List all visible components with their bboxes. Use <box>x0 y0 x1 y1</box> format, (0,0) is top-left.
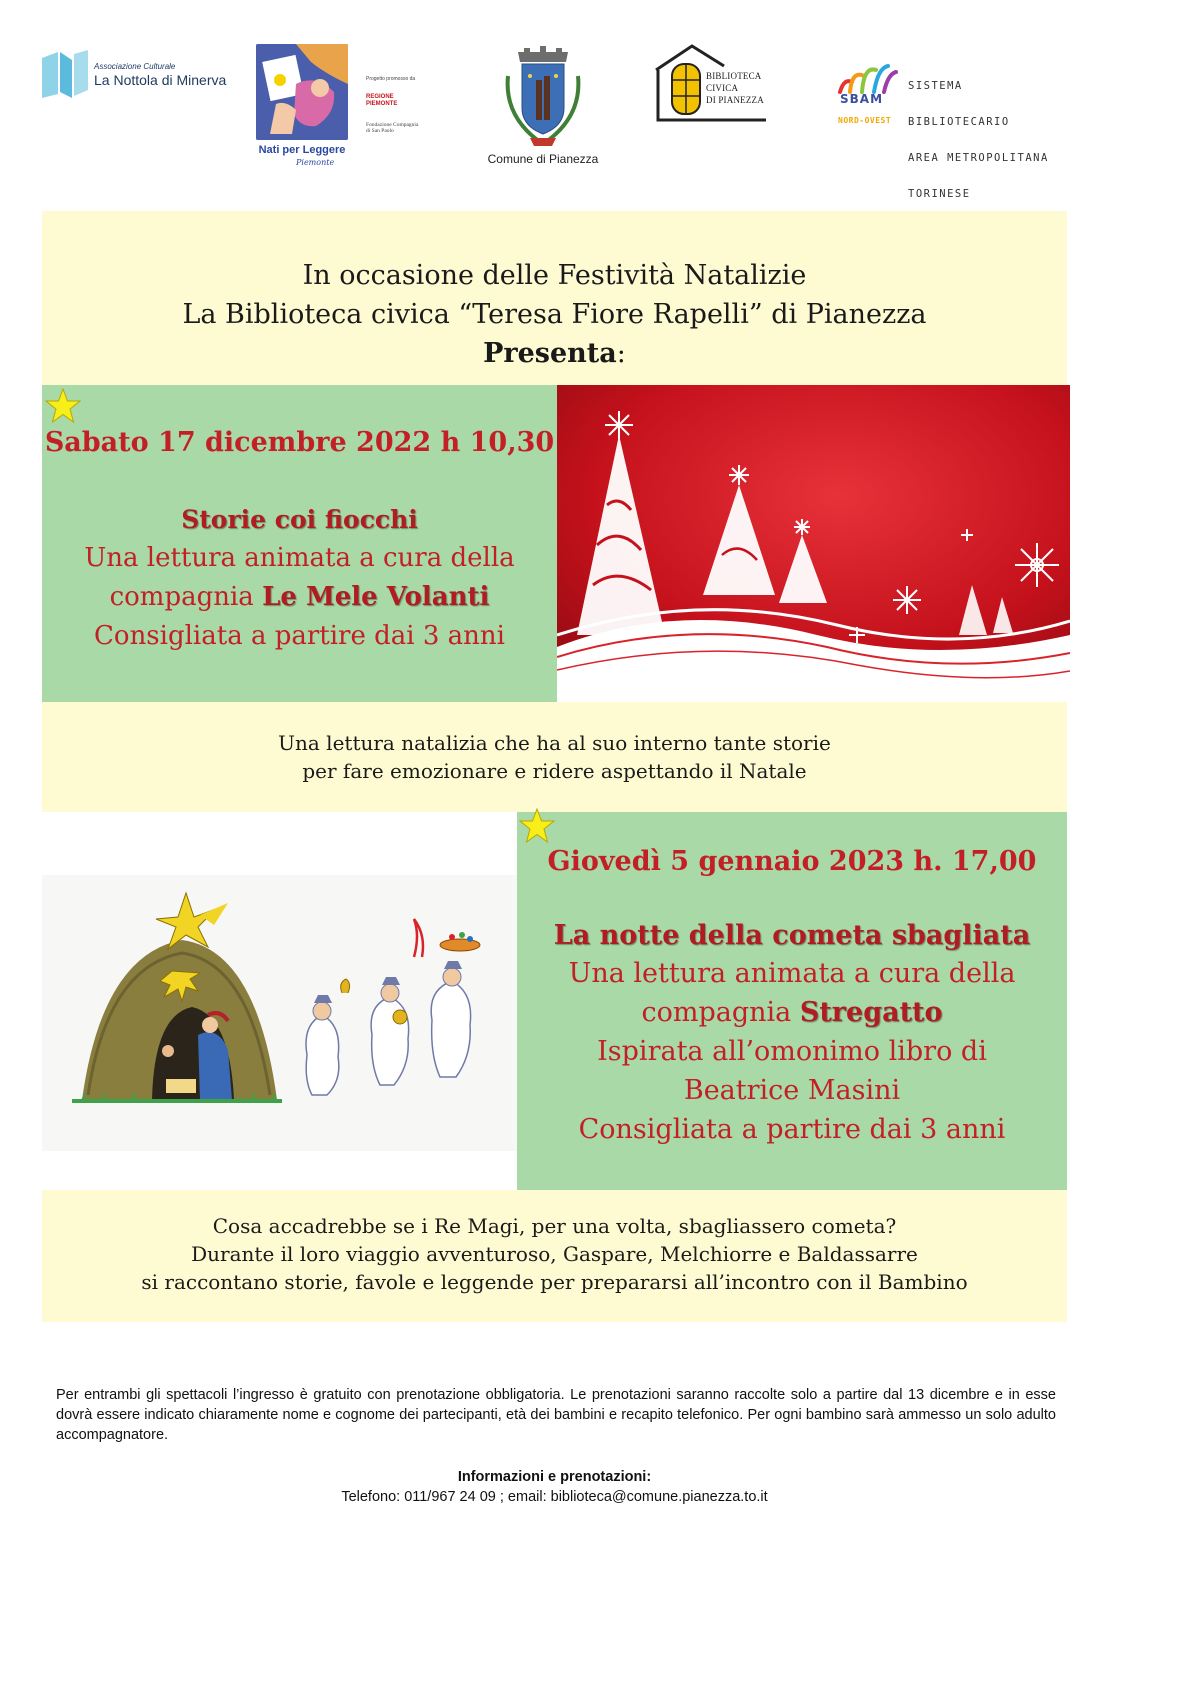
sbam-nord-ovest: NORD-OVEST <box>838 116 892 125</box>
open-book-icon <box>40 48 90 100</box>
coat-of-arms-icon <box>500 46 586 148</box>
sbam-line1: SISTEMA <box>908 80 963 92</box>
christmas-trees-image <box>557 385 1070 702</box>
event2-title: La notte della cometa sbagliata <box>553 920 1031 951</box>
nottola-name: La Nottola di Minerva <box>94 72 227 88</box>
event2-line3: Ispirata all’omonimo libro di <box>597 1036 987 1067</box>
event2-desc-line2: Durante il loro viaggio avventuroso, Gaspare, Melchiorre e Baldassarre <box>191 1242 918 1266</box>
presenta-word: Presenta <box>483 338 617 369</box>
event2-line2-prefix: compagnia <box>641 997 800 1028</box>
event2-company: Stregatto <box>799 997 943 1028</box>
event2-description <box>42 1190 1067 1322</box>
intro-line1: In occasione delle Festività Natalizie <box>302 260 807 291</box>
event2-line5: Consigliata a partire dai 3 anni <box>578 1114 1006 1145</box>
sbam-system-text <box>908 56 1049 224</box>
biblioteca-line2: CIVICA <box>706 83 739 93</box>
event1-desc-line1: Una lettura natalizia che ha al suo interno tante storie <box>278 731 831 755</box>
nottola-subtitle: Associazione Culturale <box>94 62 176 71</box>
booking-note: Per entrambi gli spettacoli l’ingresso è gratuito con prenotazione obbligatoria. Le prenotazioni saranno raccolte solo a partire dal 13 dicembre e in esse dovrà essere indicato chiaramente nome e cognome dei partecipanti, età dei bambini e recapito telefonico. Per ogni bambino sarà ammesso un solo adulto accompagnatore. <box>56 1387 1056 1443</box>
event2-date: Giovedì 5 gennaio 2023 h. 17,00 <box>547 846 1037 877</box>
biblioteca-civica-logo <box>654 44 770 124</box>
event1-box <box>42 385 557 702</box>
sbam-word: SBAM <box>840 92 884 106</box>
nottola-logo <box>40 44 230 104</box>
intro-line2: La Biblioteca civica “Teresa Fiore Rapelli” di Pianezza <box>182 299 927 330</box>
sbam-line3: AREA METROPOLITANA <box>908 152 1049 164</box>
event1-desc-line2: per fare emozionare e ridere aspettando il Natale <box>302 759 807 783</box>
nati-per-leggere-logo <box>256 44 426 174</box>
event2-box <box>517 812 1067 1190</box>
info-title: Informazioni e prenotazioni: <box>457 1469 652 1485</box>
event1-date: Sabato 17 dicembre 2022 h 10,30 <box>44 427 555 458</box>
intro-presenta <box>42 334 1067 373</box>
event1-title: Storie coi fiocchi <box>181 505 418 534</box>
npl-region-signature: Piemonte <box>296 158 335 167</box>
presenta-colon: : <box>616 338 626 369</box>
event1-description <box>42 702 1067 812</box>
biblioteca-logo-text <box>706 70 764 106</box>
intro-box <box>42 211 1067 385</box>
comune-pianezza-logo <box>478 46 608 168</box>
sbam-rainbow-icon <box>834 62 898 94</box>
npl-promoted-label: Progetto promosso da <box>366 76 416 82</box>
star-icon <box>45 388 81 424</box>
event2-desc-line1: Cosa accadrebbe se i Re Magi, per una volta, sbagliassero cometa? <box>212 1214 897 1238</box>
biblioteca-line1: BIBLIOTECA <box>706 71 762 81</box>
biblioteca-line3: DI PIANEZZA <box>706 95 764 105</box>
event1-line3: Consigliata a partire dai 3 anni <box>94 621 505 651</box>
sbam-logo <box>830 56 1070 200</box>
event1-company: Le Mele Volanti <box>262 582 490 612</box>
fondazione-label: Fondazione Compagnia di San Paolo <box>366 122 419 134</box>
three-kings-illustration <box>42 875 517 1151</box>
sbam-line2: BIBLIOTECARIO <box>908 116 1010 128</box>
sbam-line4: TORINESE <box>908 188 971 200</box>
event1-line2 <box>42 582 557 612</box>
npl-name: Nati per Leggere <box>258 144 346 156</box>
contacts-line: Telefono: 011/967 24 09 ; email: biblioteca@comune.pianezza.to.it <box>341 1489 768 1505</box>
regione-piemonte-label: REGIONE PIEMONTE <box>366 94 398 107</box>
npl-illustration <box>256 44 348 140</box>
event1-line1: Una lettura animata a cura della <box>84 543 515 573</box>
event2-line2 <box>517 997 1067 1028</box>
event2-desc-line3: si raccontano storie, favole e leggende per prepararsi all’incontro con il Bambino <box>141 1270 968 1294</box>
comune-name: Comune di Pianezza <box>487 152 599 166</box>
event2-line1: Una lettura animata a cura della <box>568 958 1016 989</box>
star-icon <box>519 808 555 844</box>
event2-line4: Beatrice Masini <box>683 1075 901 1106</box>
event1-line2-prefix: compagnia <box>109 582 263 612</box>
